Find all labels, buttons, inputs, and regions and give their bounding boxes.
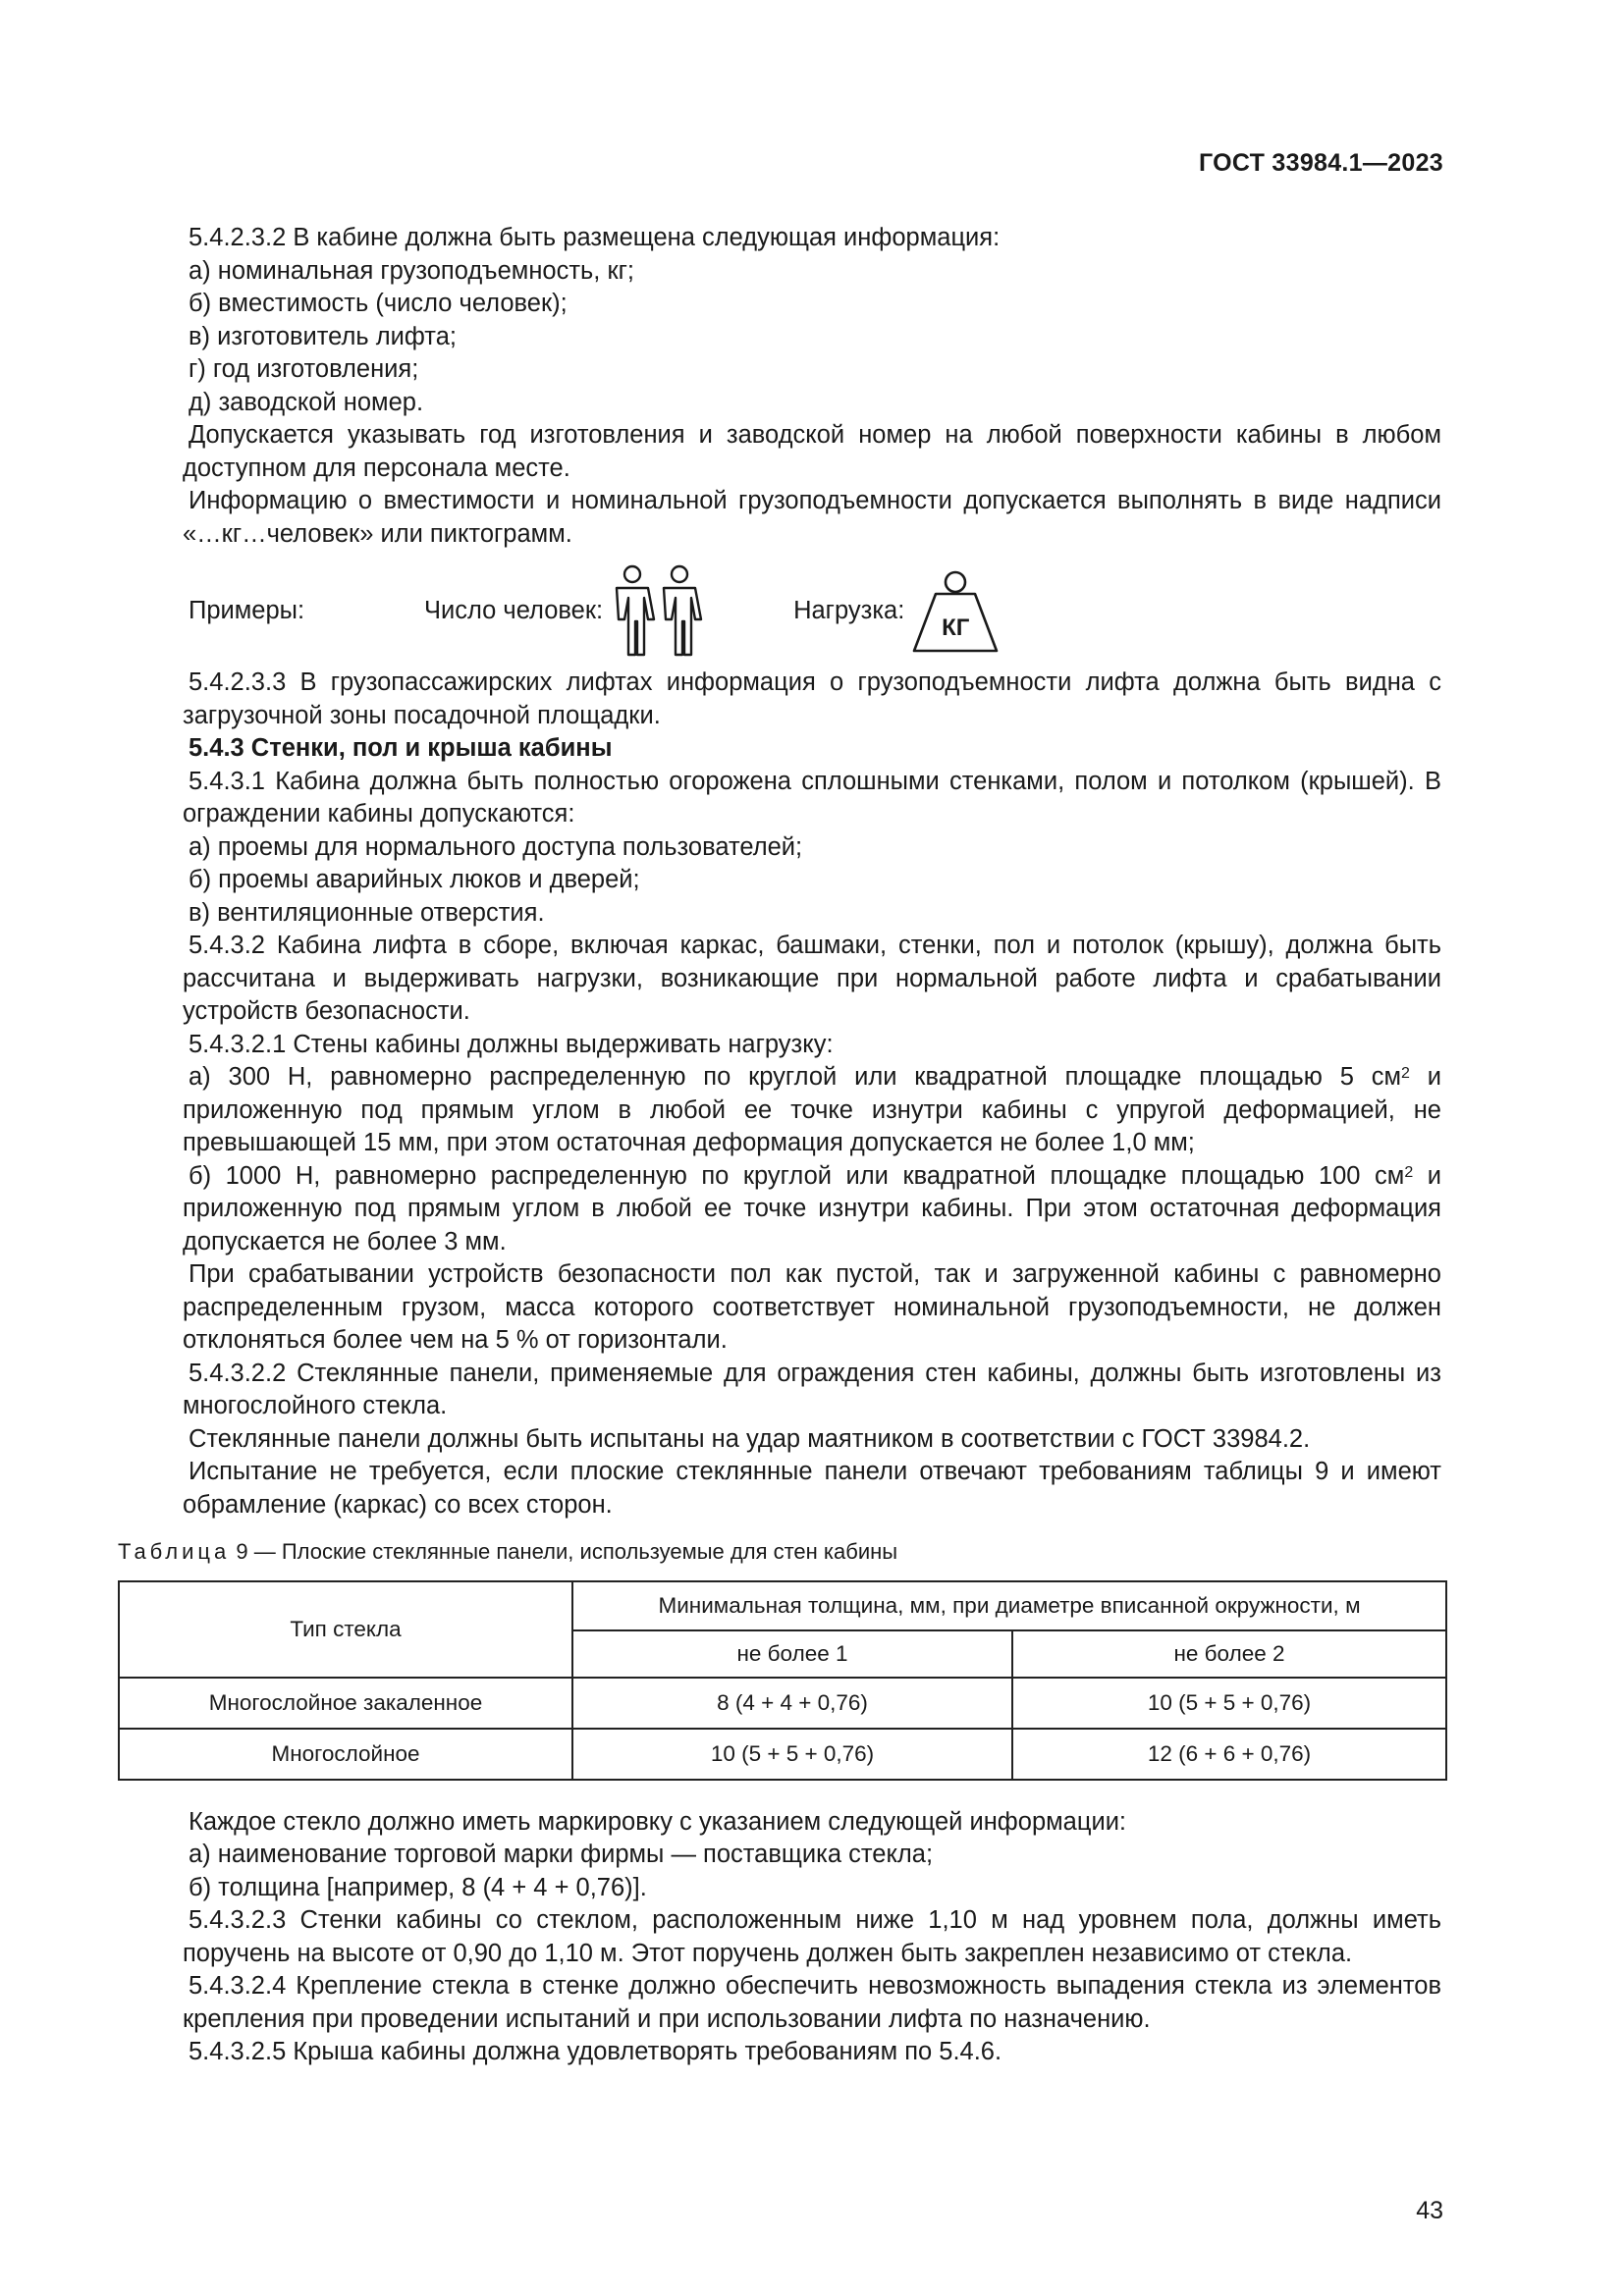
list-item: б) вместимость (число человек); — [189, 290, 568, 317]
examples-row — [189, 553, 1441, 670]
glass-panels-table — [118, 1580, 1447, 1781]
load-example — [793, 564, 1002, 659]
weight-icon-text: КГ — [942, 614, 970, 641]
table-row — [119, 1678, 1446, 1729]
examples-label: Примеры: — [189, 597, 305, 625]
paragraph-5-4-3-2-1: 5.4.3.2.1 Стены кабины должны выдерживать нагрузку: — [189, 1030, 834, 1058]
document-code-header: ГОСТ 33984.1—2023 — [1198, 149, 1443, 177]
load-label: Нагрузка: — [793, 597, 905, 625]
page-number: 43 — [1416, 2197, 1443, 2224]
paragraph-marking-intro: Каждое стекло должно иметь маркировку с указанием следующей информации: — [189, 1807, 1127, 1836]
section-heading-5-4-3: 5.4.3 Стенки, пол и крыша кабины — [189, 734, 613, 762]
paragraph-5-4-3-2-3: 5.4.3.2.3 Стенки кабины со стеклом, расположенным ниже 1,10 м над уровнем пола, должны иметь поручень на высоте от 0,90 до 1,10 м. Этот поручень должен быть закреплен независимо от стекла. — [183, 1906, 1441, 1967]
list-item: а) номинальная грузоподъемность, кг; — [189, 256, 635, 285]
paragraph-5-4-2-3-3: 5.4.2.3.3 В грузопассажирских лифтах информация о грузоподъемности лифта должна быть видна с загрузочной зоны посадочной площадки. — [183, 668, 1441, 729]
paragraph-pendulum-test: Стеклянные панели должны быть испытаны на удар маятником в соответствии с ГОСТ 33984.2. — [189, 1424, 1311, 1453]
list-item: д) заводской номер. — [189, 388, 424, 416]
table-caption-word: Таблица — [118, 1539, 231, 1564]
list-item: б) толщина [например, 8 (4 + 4 + 0,76)]. — [189, 1873, 647, 1901]
paragraph-5-4-2-3-2-intro: 5.4.2.3.2 В кабине должна быть размещена следующая информация: — [189, 224, 1001, 251]
table-cell-type: Многослойное закаленное — [119, 1678, 572, 1729]
table-cell-d2: 10 (5 + 5 + 0,76) — [1012, 1678, 1446, 1729]
list-item: г) год изготовления; — [189, 355, 419, 383]
paragraph-no-test: Испытание не требуется, если плоские стеклянные панели отвечают требованиям таблицы 9 и имеют обрамление (каркас) со всех сторон. — [183, 1458, 1441, 1519]
table-caption-title: 9 — Плоские стеклянные панели, используемые для стен кабины — [230, 1539, 898, 1564]
list-item: а) наименование торговой марки фирмы — поставщика стекла; — [189, 1841, 934, 1868]
table-cell-type: Многослойное — [119, 1729, 572, 1780]
weight-pictogram — [908, 564, 1002, 659]
table-subheader-2: не более 2 — [1012, 1630, 1446, 1678]
two-persons-icon — [603, 562, 711, 661]
list-item: в) вентиляционные отверстия. — [189, 898, 545, 927]
superscript: 2 — [1401, 1065, 1410, 1082]
table-cell-d1: 10 (5 + 5 + 0,76) — [572, 1729, 1012, 1780]
paragraph-5-4-3-2-5: 5.4.3.2.5 Крыша кабины должна удовлетворять требованиям по 5.4.6. — [189, 2038, 1002, 2065]
paragraph-5-4-3-2-2: 5.4.3.2.2 Стеклянные панели, применяемые для ограждения стен кабины, должны быть изготовлены из многослойного стекла. — [183, 1359, 1441, 1419]
paragraph-pictograms: Информацию о вместимости и номинальной грузоподъемности допускается выполнять в виде надписи «…кг…человек» или пиктограмм. — [183, 487, 1441, 548]
list-item: б) проемы аварийных люков и дверей; — [189, 866, 640, 893]
table-caption — [118, 1535, 1441, 1569]
table-header-type: Тип стекла — [119, 1581, 572, 1678]
persons-label: Число человек: — [424, 597, 604, 625]
table-header-min-thickness: Минимальная толщина, мм, при диаметре вписанной окружности, м — [572, 1581, 1446, 1630]
list-item: в) изготовитель лифта; — [189, 322, 457, 350]
table-cell-d1: 8 (4 + 4 + 0,76) — [572, 1678, 1012, 1729]
table-subheader-1: не более 1 — [572, 1630, 1012, 1678]
list-item-load-1000 — [183, 1160, 1441, 1259]
item-a-text: а) 300 Н, равномерно распределенную по круглой или квадратной площадке площадью 5 см — [189, 1063, 1401, 1091]
table-row — [119, 1729, 1446, 1780]
after-table-block — [183, 1806, 1441, 2069]
item-a-text-cont: и приложенную под прямым углом в любой ее точке изнутри кабины с упругой деформацией, не превышающей 15 мм, при этом остаточная деформация допускается не более 1,0 мм; — [183, 1063, 1441, 1156]
list-item: а) проемы для нормального доступа пользователей; — [189, 832, 803, 861]
item-b-text: б) 1000 Н, равномерно распределенную по круглой или квадратной площадке площадью 100 см — [189, 1161, 1405, 1190]
persons-example — [424, 562, 711, 661]
paragraph-5-4-3-2: 5.4.3.2 Кабина лифта в сборе, включая каркас, башмаки, стенки, пол и потолок (крышу), должна быть рассчитана и выдерживать нагрузки, возникающие при нормальной работе лифта и срабатывании устройств безопасности. — [183, 932, 1441, 1025]
paragraph-5-4-3-2-4: 5.4.3.2.4 Крепление стекла в стенке должно обеспечить невозможность выпадения стекла из элементов крепления при проведении испытаний и при использовании лифта по назначению. — [183, 1972, 1441, 2033]
paragraph-year-serial: Допускается указывать год изготовления и заводской номер на любой поверхности кабины в любом доступном для персонала месте. — [183, 421, 1441, 482]
table-cell-d2: 12 (6 + 6 + 0,76) — [1012, 1729, 1446, 1780]
page-content — [118, 222, 1441, 2069]
paragraph-5-4-3-1: 5.4.3.1 Кабина должна быть полностью огорожена сплошными стенками, полом и потолком (крышей). В ограждении кабины допускаются: — [183, 767, 1441, 828]
item-b-text-cont: и приложенную под прямым углом в любой ее точке изнутри кабины. При этом остаточная деформация допускается не более 3 мм. — [183, 1161, 1441, 1255]
superscript: 2 — [1404, 1163, 1414, 1181]
paragraph-floor-deflection: При срабатывании устройств безопасности пол как пустой, так и загруженной кабины с равномерно распределенным грузом, масса которого соответствует номинальной грузоподъемности, не должен отклоняться более чем на 5 % от горизонтали. — [183, 1260, 1441, 1354]
list-item-load-300 — [183, 1061, 1441, 1160]
